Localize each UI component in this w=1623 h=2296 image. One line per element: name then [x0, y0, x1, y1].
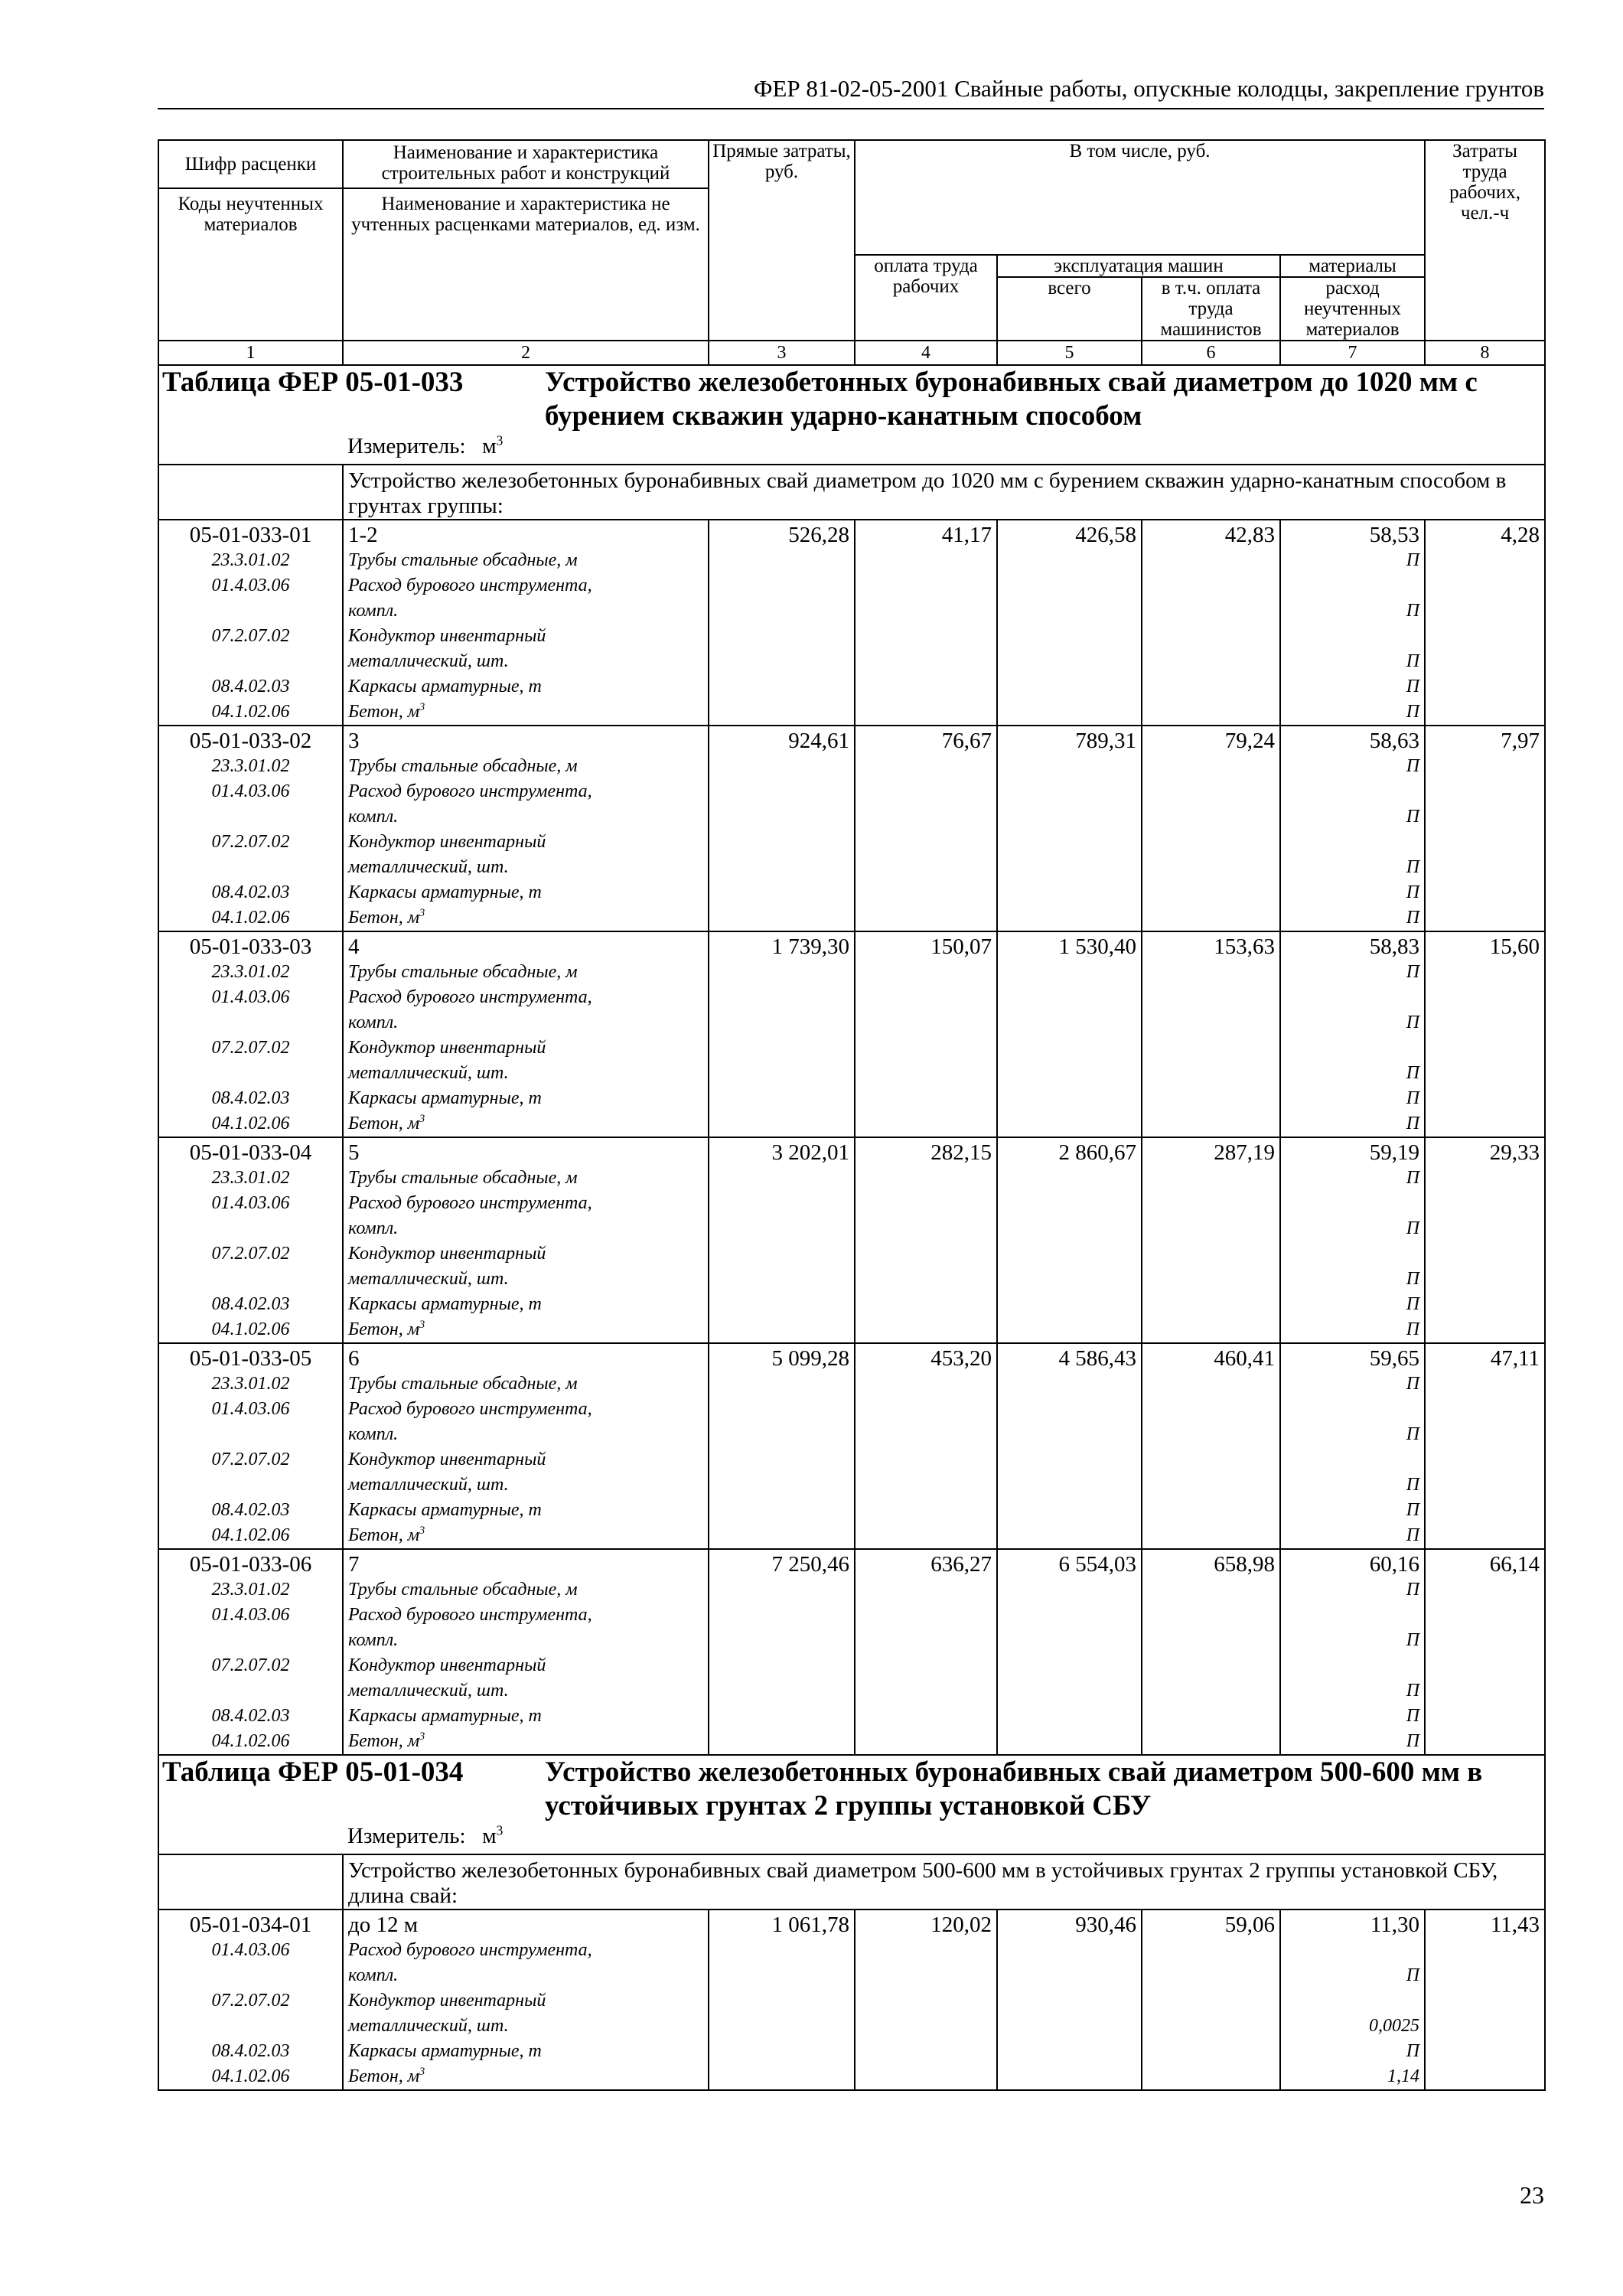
rate-name: 5 — [348, 1140, 360, 1165]
material-consumption: П — [1406, 1319, 1420, 1339]
table-meter — [162, 433, 1541, 459]
material-code: 04.1.02.06 — [211, 1114, 290, 1133]
material-consumption: 0,0025 — [1369, 2016, 1420, 2036]
rate-code-cell — [158, 520, 343, 726]
material-name: компл. — [348, 1013, 399, 1032]
material-consumption: П — [1406, 1374, 1420, 1394]
material-code: 07.2.07.02 — [211, 1655, 290, 1675]
header-machines: эксплуатация машин — [997, 255, 1280, 277]
material-name: Кондуктор инвентарный — [348, 1655, 546, 1675]
material-code: 07.2.07.02 — [211, 1038, 290, 1058]
material-consumption: 1,14 — [1387, 2066, 1420, 2086]
material-consumption: П — [1406, 1088, 1420, 1108]
material-name: компл. — [348, 1965, 399, 1985]
rate-code: 05-01-033-05 — [189, 1346, 312, 1371]
material-name: Трубы стальные обсадные, м — [348, 1168, 578, 1188]
column-number: 1 — [158, 341, 343, 365]
header-labor-hours: Затраты труда рабочих, чел.-ч — [1425, 140, 1545, 341]
column-number: 5 — [997, 341, 1142, 365]
material-code: 08.4.02.03 — [211, 1500, 290, 1520]
labor-hours: 66,14 — [1425, 1549, 1545, 1755]
material-consumption: П — [1406, 677, 1420, 696]
machinist-pay: 287,19 — [1142, 1137, 1280, 1343]
material-name: Кондуктор инвентарный — [348, 1991, 546, 2011]
material-name: металлический, шт. — [348, 1475, 509, 1495]
meter-unit-power: 3 — [496, 1822, 504, 1838]
meter-unit-power: 3 — [496, 432, 504, 448]
header-machines-total: всего — [997, 277, 1142, 341]
material-name: Расход бурового инструмента, — [348, 1940, 592, 1960]
material-name: Бетон, $м^3$ — [348, 1730, 425, 1751]
material-name: металлический, шт. — [348, 1681, 509, 1701]
material-consumption: П — [1406, 1063, 1420, 1083]
material-code: 01.4.03.06 — [211, 1605, 290, 1625]
column-number: 6 — [1142, 341, 1280, 365]
table-description: Устройство железобетонных буронабивных свай диаметром до 1020 мм с бурением скважин ударно-канатным способом в грунтах группы: — [343, 465, 1545, 520]
material-consumption: П — [1406, 601, 1420, 621]
header-name-cell — [343, 140, 709, 341]
rate-row — [158, 726, 1545, 931]
rate-code: 05-01-034-01 — [189, 1913, 312, 1937]
rate-code-cell — [158, 1343, 343, 1549]
direct-costs: 1 061,78 — [709, 1910, 855, 2090]
material-code: 04.1.02.06 — [211, 702, 290, 722]
header-materials: материалы — [1280, 255, 1425, 277]
material-name: Кондуктор инвентарный — [348, 626, 546, 646]
material-name: компл. — [348, 807, 399, 827]
unit-power: 3 — [419, 1319, 425, 1331]
materials-cost: 58,63 — [1369, 729, 1420, 753]
material-name: Расход бурового инструмента, — [348, 987, 592, 1007]
material-name: металлический, шт. — [348, 651, 509, 671]
material-name: Бетон, $м^3$ — [348, 1319, 425, 1339]
rate-name: 4 — [348, 934, 360, 959]
material-consumption: П — [1406, 1218, 1420, 1238]
material-name: Бетон, $м^3$ — [348, 1113, 425, 1133]
rate-name-cell — [343, 931, 709, 1137]
direct-costs: 526,28 — [709, 520, 855, 726]
machines-total: 426,58 — [997, 520, 1142, 726]
unit-power: 3 — [419, 701, 425, 713]
materials-cost: 59,19 — [1369, 1140, 1420, 1165]
material-name: Каркасы арматурные, т — [348, 2041, 542, 2061]
material-code: 04.1.02.06 — [211, 1525, 290, 1545]
header-rate-code: Шифр расценки — [159, 141, 342, 189]
unit-power: 3 — [419, 907, 425, 919]
material-consumption: П — [1406, 2041, 1420, 2061]
rate-row — [158, 931, 1545, 1137]
material-consumption: П — [1406, 1681, 1420, 1701]
materials-cell — [1280, 726, 1425, 931]
material-name: металлический, шт. — [348, 857, 509, 877]
material-code: 23.3.01.02 — [211, 1374, 290, 1394]
rate-code-cell — [158, 931, 343, 1137]
material-consumption: П — [1406, 857, 1420, 877]
material-consumption: П — [1406, 1630, 1420, 1650]
header-rule — [158, 108, 1544, 109]
direct-costs: 924,61 — [709, 726, 855, 931]
table-description: Устройство железобетонных буронабивных свай диаметром 500-600 мм в устойчивых грунтах 2 группы установкой СБУ, длина свай: — [343, 1854, 1545, 1910]
material-name: Кондуктор инвентарный — [348, 1244, 546, 1264]
direct-costs: 1 739,30 — [709, 931, 855, 1137]
column-number: 3 — [709, 341, 855, 365]
meter-unit: м — [482, 434, 497, 458]
material-name: Расход бурового инструмента, — [348, 1605, 592, 1625]
material-consumption: П — [1406, 1580, 1420, 1600]
rate-code-cell — [158, 1549, 343, 1755]
machinist-pay: 42,83 — [1142, 520, 1280, 726]
material-consumption: П — [1406, 1168, 1420, 1188]
material-name: Расход бурового инструмента, — [348, 1399, 592, 1419]
material-consumption: П — [1406, 756, 1420, 776]
header-including: В том числе, руб. — [855, 140, 1425, 255]
material-consumption: П — [1406, 807, 1420, 827]
rate-code: 05-01-033-02 — [189, 729, 312, 753]
column-number: 4 — [855, 341, 997, 365]
material-code: 01.4.03.06 — [211, 1940, 290, 1960]
labor-hours: 7,97 — [1425, 726, 1545, 931]
machines-total: 789,31 — [997, 726, 1142, 931]
material-consumption: П — [1406, 1475, 1420, 1495]
column-number: 2 — [343, 341, 709, 365]
material-name: Трубы стальные обсадные, м — [348, 1374, 578, 1394]
material-name: Трубы стальные обсадные, м — [348, 756, 578, 776]
labor-hours: 15,60 — [1425, 931, 1545, 1137]
labor-hours: 47,11 — [1425, 1343, 1545, 1549]
rate-code: 05-01-033-01 — [189, 523, 312, 547]
labor-hours: 4,28 — [1425, 520, 1545, 726]
rate-code-cell — [158, 1910, 343, 2090]
material-consumption: П — [1406, 702, 1420, 722]
material-code: 01.4.03.06 — [211, 576, 290, 595]
material-consumption: П — [1406, 1294, 1420, 1314]
machines-total: 1 530,40 — [997, 931, 1142, 1137]
materials-cell — [1280, 931, 1425, 1137]
machines-total: 2 860,67 — [997, 1137, 1142, 1343]
material-consumption: П — [1406, 1424, 1420, 1444]
material-code: 04.1.02.06 — [211, 2066, 290, 2086]
machines-total: 6 554,03 — [997, 1549, 1142, 1755]
material-name: Кондуктор инвентарный — [348, 832, 546, 852]
material-code: 08.4.02.03 — [211, 1088, 290, 1108]
material-consumption: П — [1406, 908, 1420, 928]
material-consumption: П — [1406, 1525, 1420, 1545]
rate-name: 1-2 — [348, 523, 378, 547]
material-code: 04.1.02.06 — [211, 1319, 290, 1339]
machinist-pay: 460,41 — [1142, 1343, 1280, 1549]
header-machinist-pay: в т.ч. оплата труда машинистов — [1142, 277, 1280, 341]
material-consumption: П — [1406, 1706, 1420, 1726]
unit-power: 3 — [419, 1730, 425, 1743]
rate-row — [158, 520, 1545, 726]
material-consumption: П — [1406, 1500, 1420, 1520]
material-consumption: П — [1406, 1114, 1420, 1133]
page-number: 23 — [1520, 2181, 1544, 2209]
table-description-row — [158, 1854, 1545, 1910]
worker-pay: 282,15 — [855, 1137, 997, 1343]
material-consumption: П — [1406, 882, 1420, 902]
rate-row — [158, 1137, 1545, 1343]
material-code: 23.3.01.02 — [211, 962, 290, 982]
machinist-pay: 658,98 — [1142, 1549, 1280, 1755]
price-table — [158, 139, 1546, 2091]
material-name: металлический, шт. — [348, 1063, 509, 1083]
material-name: Бетон, $м^3$ — [348, 1525, 425, 1545]
rate-name-cell — [343, 1137, 709, 1343]
table-heading-row — [158, 365, 1545, 465]
rate-name-cell — [343, 726, 709, 931]
direct-costs: 7 250,46 — [709, 1549, 855, 1755]
worker-pay: 76,67 — [855, 726, 997, 931]
material-name: Каркасы арматурные, т — [348, 1500, 542, 1520]
material-name: Каркасы арматурные, т — [348, 1706, 542, 1726]
material-name: Расход бурового инструмента, — [348, 576, 592, 595]
materials-cost: 58,83 — [1369, 934, 1420, 959]
material-code: 01.4.03.06 — [211, 1399, 290, 1419]
material-code: 23.3.01.02 — [211, 550, 290, 570]
materials-cost: 59,65 — [1369, 1346, 1420, 1371]
material-code: 04.1.02.06 — [211, 908, 290, 928]
material-name: компл. — [348, 601, 399, 621]
material-code: 07.2.07.02 — [211, 1244, 290, 1264]
rate-row — [158, 1910, 1545, 2090]
column-number-row — [158, 341, 1545, 365]
header-worker-pay: оплата труда рабочих — [855, 255, 997, 341]
worker-pay: 120,02 — [855, 1910, 997, 2090]
material-name: Трубы стальные обсадные, м — [348, 1580, 578, 1600]
material-name: Каркасы арматурные, т — [348, 677, 542, 696]
material-code: 08.4.02.03 — [211, 1706, 290, 1726]
header-code-cell — [158, 140, 343, 341]
material-code: 08.4.02.03 — [211, 1294, 290, 1314]
header-work-name: Наименование и характеристика строительных работ и конструкций — [344, 141, 708, 189]
rate-name: 7 — [348, 1552, 360, 1577]
meter-unit: м — [482, 1824, 497, 1848]
column-number: 7 — [1280, 341, 1425, 365]
header-material-name: Наименование и характеристика не учтенных расценками материалов, ед. изм. — [351, 194, 700, 235]
material-name: Каркасы арматурные, т — [348, 1294, 542, 1314]
material-code: 07.2.07.02 — [211, 626, 290, 646]
material-code: 07.2.07.02 — [211, 832, 290, 852]
rate-row — [158, 1343, 1545, 1549]
table-meter — [162, 1823, 1541, 1849]
materials-cost: 58,53 — [1369, 523, 1420, 547]
material-code: 08.4.02.03 — [211, 677, 290, 696]
material-code: 08.4.02.03 — [211, 2041, 290, 2061]
table-id: Таблица ФЕР 05-01-033 — [162, 367, 464, 398]
material-code: 23.3.01.02 — [211, 1168, 290, 1188]
table-heading — [158, 1755, 1545, 1854]
worker-pay: 150,07 — [855, 931, 997, 1137]
labor-hours: 11,43 — [1425, 1910, 1545, 2090]
empty-cell — [158, 465, 343, 520]
unit-power: 3 — [419, 1113, 425, 1125]
machinist-pay: 59,06 — [1142, 1910, 1280, 2090]
price-table-wrapper — [158, 139, 1544, 2091]
table-description-row — [158, 465, 1545, 520]
material-consumption: П — [1406, 1731, 1420, 1751]
materials-cost: 11,30 — [1370, 1913, 1420, 1937]
material-code: 01.4.03.06 — [211, 781, 290, 801]
header-material-codes: Коды неучтенных материалов — [178, 194, 324, 235]
material-name: Кондуктор инвентарный — [348, 1450, 546, 1469]
rate-code: 05-01-033-06 — [189, 1552, 312, 1577]
rate-code-cell — [158, 726, 343, 931]
meter-label: Измеритель: — [347, 1824, 466, 1848]
machines-total: 4 586,43 — [997, 1343, 1142, 1549]
rate-name: 6 — [348, 1346, 360, 1371]
material-name: компл. — [348, 1424, 399, 1444]
material-name: компл. — [348, 1630, 399, 1650]
rate-code: 05-01-033-03 — [189, 934, 312, 959]
machinist-pay: 79,24 — [1142, 726, 1280, 931]
worker-pay: 636,27 — [855, 1549, 997, 1755]
running-head: ФЕР 81-02-05-2001 Свайные работы, опускные колодцы, закрепление грунтов — [753, 75, 1544, 102]
material-name: Каркасы арматурные, т — [348, 882, 542, 902]
rate-name: до 12 м — [348, 1913, 419, 1937]
material-consumption: П — [1406, 1013, 1420, 1032]
material-code: 23.3.01.02 — [211, 1580, 290, 1600]
table-id: Таблица ФЕР 05-01-034 — [162, 1756, 464, 1788]
header-direct-costs: Прямые затраты, руб. — [709, 140, 855, 341]
table-title: Устройство железобетонных буронабивных свай диаметром 500-600 мм в устойчивых грунтах 2 группы установкой СБУ — [545, 1756, 1483, 1821]
direct-costs: 3 202,01 — [709, 1137, 855, 1343]
material-name: Кондуктор инвентарный — [348, 1038, 546, 1058]
materials-cell — [1280, 1137, 1425, 1343]
material-code: 08.4.02.03 — [211, 882, 290, 902]
material-code: 04.1.02.06 — [211, 1731, 290, 1751]
material-consumption: П — [1406, 1965, 1420, 1985]
material-name: Расход бурового инструмента, — [348, 1193, 592, 1213]
rate-name: 3 — [348, 729, 360, 753]
machines-total: 930,46 — [997, 1910, 1142, 2090]
materials-cell — [1280, 520, 1425, 726]
material-consumption: П — [1406, 651, 1420, 671]
rate-name-cell — [343, 1549, 709, 1755]
rate-row — [158, 1549, 1545, 1755]
machinist-pay: 153,63 — [1142, 931, 1280, 1137]
materials-cell — [1280, 1910, 1425, 2090]
material-code: 01.4.03.06 — [211, 1193, 290, 1213]
direct-costs: 5 099,28 — [709, 1343, 855, 1549]
material-consumption: П — [1406, 962, 1420, 982]
material-name: Бетон, $м^3$ — [348, 2066, 425, 2086]
rate-name-cell — [343, 1910, 709, 2090]
material-name: Расход бурового инструмента, — [348, 781, 592, 801]
material-consumption: П — [1406, 1269, 1420, 1289]
unit-power: 3 — [419, 2066, 425, 2078]
material-code: 07.2.07.02 — [211, 1450, 290, 1469]
material-name: компл. — [348, 1218, 399, 1238]
meter-label: Измеритель: — [347, 434, 466, 458]
material-code: 01.4.03.06 — [211, 987, 290, 1007]
material-code: 23.3.01.02 — [211, 756, 290, 776]
material-name: Трубы стальные обсадные, м — [348, 962, 578, 982]
table-heading — [158, 365, 1545, 465]
header-material-consumption: расход неучтенных материалов — [1280, 277, 1425, 341]
table-title: Устройство железобетонных буронабивных свай диаметром до 1020 мм с бурением скважин ударно-канатным способом — [545, 367, 1478, 432]
materials-cost: 60,16 — [1369, 1552, 1420, 1577]
table-heading-row — [158, 1755, 1545, 1854]
rate-name-cell — [343, 1343, 709, 1549]
materials-cell — [1280, 1549, 1425, 1755]
rate-name-cell — [343, 520, 709, 726]
column-number: 8 — [1425, 341, 1545, 365]
materials-cell — [1280, 1343, 1425, 1549]
empty-cell — [158, 1854, 343, 1910]
material-name: Бетон, $м^3$ — [348, 701, 425, 722]
worker-pay: 41,17 — [855, 520, 997, 726]
material-name: Каркасы арматурные, т — [348, 1088, 542, 1108]
material-name: Бетон, $м^3$ — [348, 907, 425, 928]
labor-hours: 29,33 — [1425, 1137, 1545, 1343]
unit-power: 3 — [419, 1525, 425, 1537]
worker-pay: 453,20 — [855, 1343, 997, 1549]
material-name: металлический, шт. — [348, 1269, 509, 1289]
material-name: металлический, шт. — [348, 2016, 509, 2036]
rate-code: 05-01-033-04 — [189, 1140, 312, 1165]
rate-code-cell — [158, 1137, 343, 1343]
material-code: 07.2.07.02 — [211, 1991, 290, 2011]
material-name: Трубы стальные обсадные, м — [348, 550, 578, 570]
material-consumption: П — [1406, 550, 1420, 570]
